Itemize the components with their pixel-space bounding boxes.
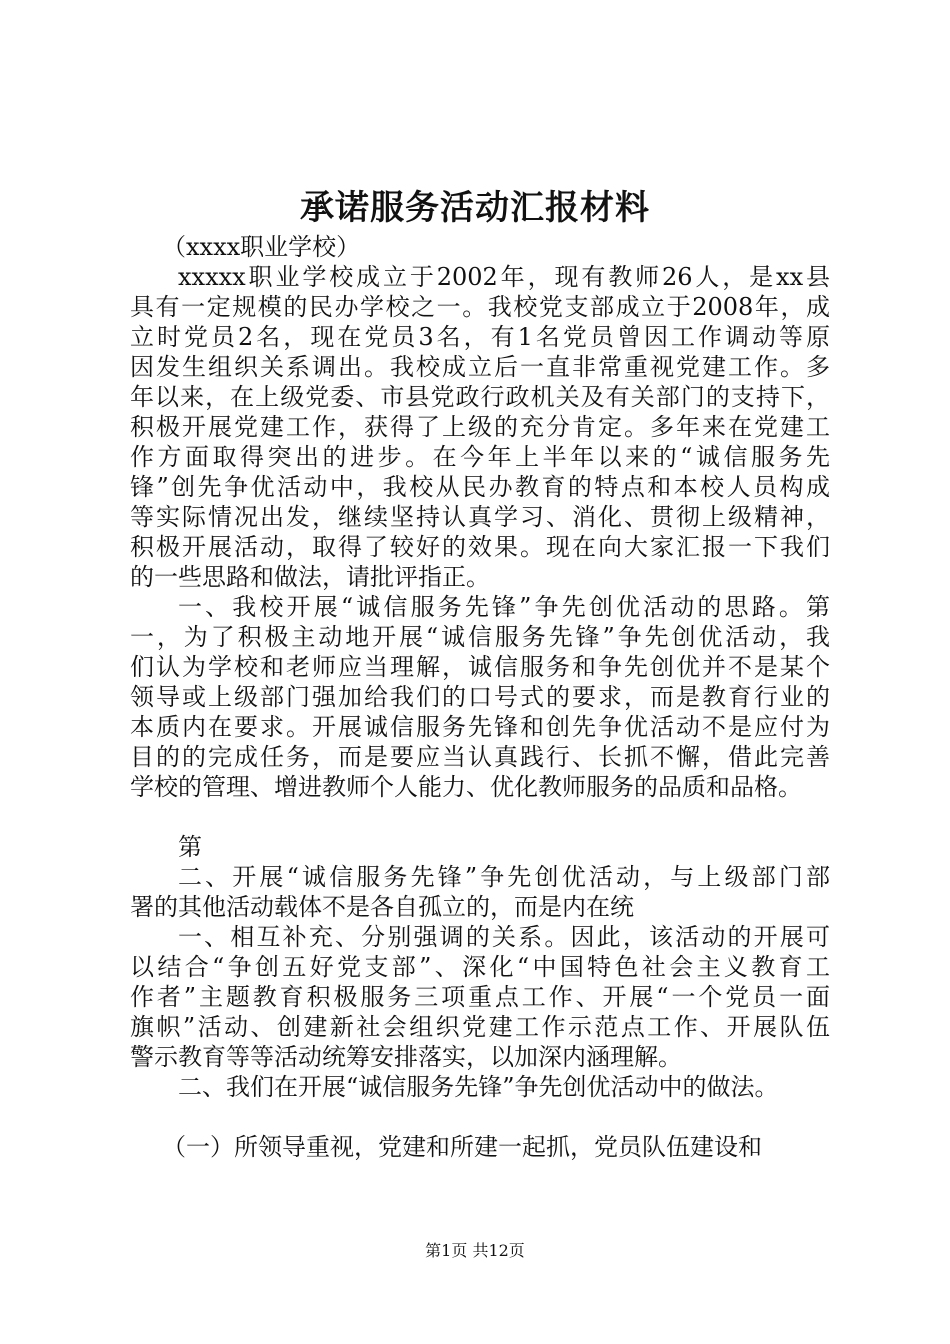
text-line: （xxxx职业学校） [162,233,361,261]
text-line: （一）所领导重视，党建和所建一起抓，党员队伍建设和 [162,1133,762,1161]
text-line: 锋”创先争优活动中，我校从民办教育的特点和本校人员构成 [130,473,830,501]
text-line: 具有一定规模的民办学校之一。我校党支部成立于2008年，成 [130,293,830,321]
text-line: 积极开展党建工作，获得了上级的充分肯定。多年来在党建工 [130,413,830,441]
page-footer: 第1页 共12页 [425,1241,525,1260]
paragraph [130,262,830,592]
text-line: 一、我校开展“诚信服务先锋”争先创优活动的思路。第 [178,593,830,621]
paragraph [130,862,830,922]
text-line: 二、我们在开展“诚信服务先锋”争先创优活动中的做法。 [178,1073,779,1101]
text-line: 署的其他活动载体不是各自孤立的，而是内在统 [130,893,634,921]
text-line: 旗帜”活动、创建新社会组织党建工作示范点工作、开展队伍 [130,1013,830,1041]
paragraph [130,1132,830,1162]
text-line: 二、开展“诚信服务先锋”争先创优活动，与上级部门部 [178,863,830,891]
paragraph [130,832,830,862]
text-line: 一，为了积极主动地开展“诚信服务先锋”争先创优活动，我 [130,623,830,651]
paragraph-gap [130,802,830,832]
paragraph [130,592,830,802]
text-line: 以结合“争创五好党支部”、深化“中国特色社会主义教育工 [130,953,830,981]
text-line: 年以来，在上级党委、市县党政行政机关及有关部门的支持下， [130,383,830,411]
text-line: 目的的完成任务，而是要应当认真践行、长抓不懈，借此完善 [130,743,830,771]
text-line: 本质内在要求。开展诚信服务先锋和创先争优活动不是应付为 [130,713,830,741]
text-line: 等实际情况出发，继续坚持认真学习、消化、贯彻上级精神， [130,503,830,531]
text-line: 一、相互补充、分别强调的关系。因此，该活动的开展可 [178,923,830,951]
text-line: 们认为学校和老师应当理解，诚信服务和争先创优并不是某个 [130,653,830,681]
text-line: 积极开展活动，取得了较好的效果。现在向大家汇报一下我们 [130,533,830,561]
paragraph [130,1072,830,1102]
text-line: 作者”主题教育积极服务三项重点工作、开展“一个党员一面 [130,983,830,1011]
document-body [130,232,830,1162]
paragraph [130,922,830,1072]
text-line: 因发生组织关系调出。我校成立后一直非常重视党建工作。多 [130,353,830,381]
text-line: 学校的管理、增进教师个人能力、优化教师服务的品质和品格。 [130,773,802,801]
text-line: 立时党员2名，现在党员3名，有1名党员曾因工作调动等原 [130,323,830,351]
paragraph-gap [130,1102,830,1132]
text-line: xxxxx职业学校成立于2002年，现有教师26人，是xx县 [178,263,830,291]
text-line: 领导或上级部门强加给我们的口号式的要求，而是教育行业的 [130,683,830,711]
text-line: 警示教育等等活动统筹安排落实，以加深内涵理解。 [130,1043,682,1071]
document-title: 承诺服务活动汇报材料 [300,188,650,228]
text-line: 第 [178,833,202,861]
paragraph [130,232,830,262]
text-line: 的一些思路和做法，请批评指正。 [130,563,490,591]
text-line: 作方面取得突出的进步。在今年上半年以来的“诚信服务先 [130,443,830,471]
